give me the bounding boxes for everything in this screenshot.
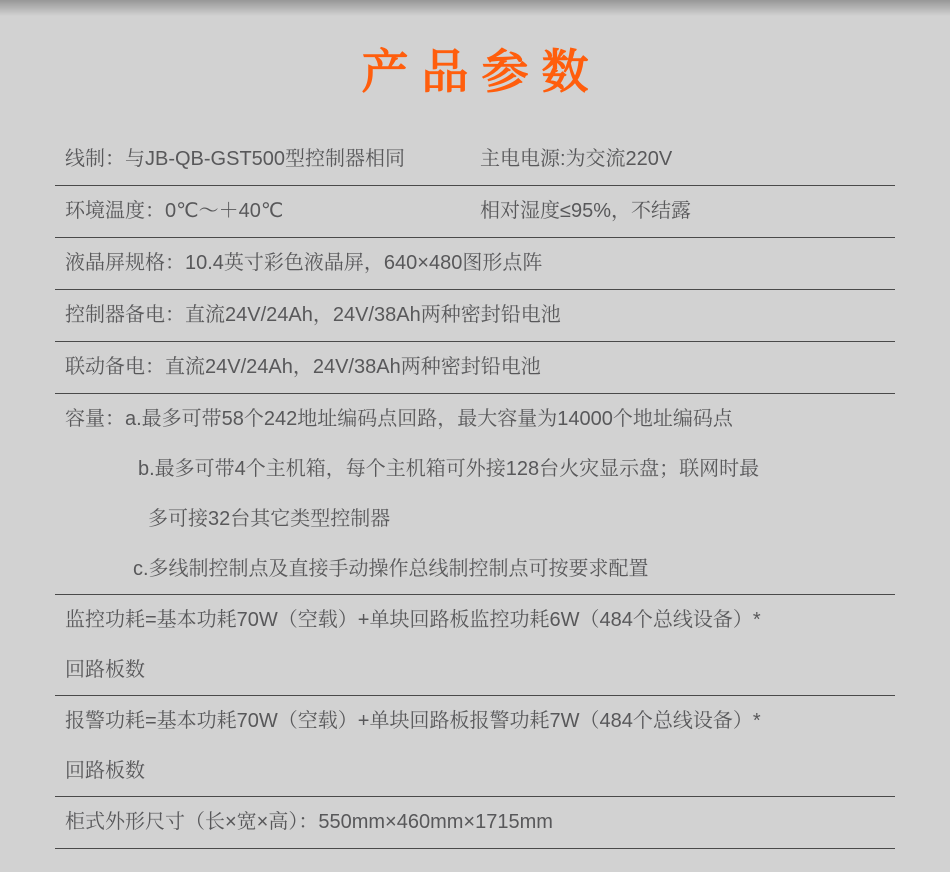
capacity-line-b: b.最多可带4个主机箱，每个主机箱可外接128台火灾显示盘；联网时最 — [138, 458, 760, 480]
spec-cell-linkage-backup: 联动备电：直流24V/24Ah，24V/38Ah两种密封铅电池 — [65, 356, 541, 378]
spec-cell-wiring: 线制：与JB-QB-GST500型控制器相同 — [65, 148, 406, 170]
page-title: 产品参数 — [361, 45, 602, 98]
spec-row-controller-backup — [55, 290, 895, 342]
spec-row-wiring — [55, 134, 895, 186]
spec-row-alarm-power — [55, 696, 895, 797]
spec-cell-main-power: 主电电源:为交流220V — [480, 148, 673, 170]
spec-row-dimensions — [55, 797, 895, 849]
spec-row-monitor-power — [55, 595, 895, 696]
capacity-line-a: 容量：a.最多可带58个242地址编码点回路，最大容量为14000个地址编码点 — [65, 408, 733, 430]
monitor-power-line2: 回路板数 — [65, 659, 145, 681]
monitor-power-line1: 监控功耗=基本功耗70W（空载）+单块回路板监控功耗6W（484个总线设备）* — [65, 609, 761, 631]
spec-cell-temperature: 环境温度：0℃～＋40℃ — [65, 200, 284, 222]
spec-cell-dimensions: 柜式外形尺寸（长×宽×高）：550mm×460mm×1715mm — [65, 811, 553, 833]
top-shadow-gradient — [0, 0, 950, 16]
spec-row-linkage-backup — [55, 342, 895, 394]
capacity-line-b-cont: 多可接32台其它类型控制器 — [148, 508, 391, 530]
spec-row-capacity — [55, 394, 895, 595]
spec-row-environment — [55, 186, 895, 238]
spec-cell-controller-backup: 控制器备电：直流24V/24Ah，24V/38Ah两种密封铅电池 — [65, 304, 561, 326]
alarm-power-line1: 报警功耗=基本功耗70W（空载）+单块回路板报警功耗7W（484个总线设备）* — [65, 710, 761, 732]
spec-table — [55, 134, 895, 849]
alarm-power-line2: 回路板数 — [65, 760, 145, 782]
spec-row-lcd — [55, 238, 895, 290]
spec-cell-lcd: 液晶屏规格：10.4英寸彩色液晶屏，640×480图形点阵 — [65, 252, 543, 274]
spec-cell-humidity: 相对湿度≤95%，不结露 — [480, 200, 692, 222]
capacity-line-c: c.多线制控制点及直接手动操作总线制控制点可按要求配置 — [133, 558, 649, 580]
